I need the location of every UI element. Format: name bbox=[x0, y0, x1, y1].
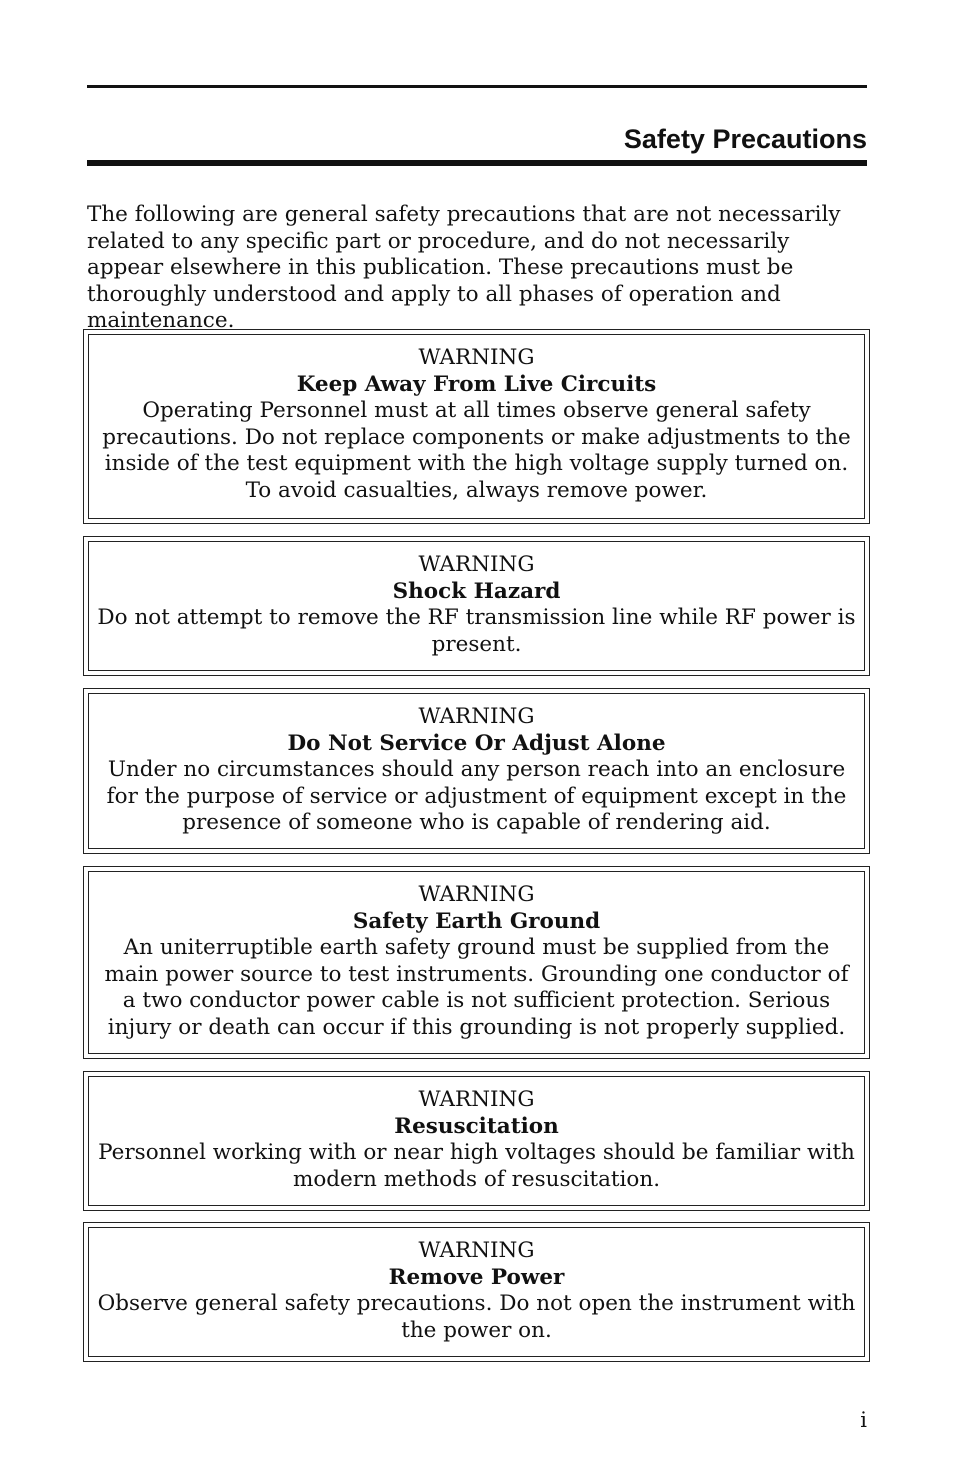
warning-label: WARNING bbox=[418, 1087, 535, 1112]
warning-inner bbox=[88, 1076, 865, 1206]
warning-box-remove-power bbox=[83, 1222, 870, 1362]
page-number: i bbox=[860, 1408, 867, 1432]
warning-body: Observe general safety precautions. Do not open the instrument with the power on. bbox=[97, 1291, 856, 1343]
warning-inner bbox=[88, 693, 865, 849]
warning-inner bbox=[88, 1227, 865, 1357]
warning-box-shock-hazard bbox=[83, 536, 870, 676]
warning-inner bbox=[88, 871, 865, 1054]
warning-box-earth-ground bbox=[83, 866, 870, 1059]
warning-label: WARNING bbox=[418, 704, 535, 729]
warning-body: Under no circumstances should any person reach into an enclosure for the purpose of service or adjustment of equipment except in the presence of someone who is capable of rendering aid. bbox=[106, 757, 847, 835]
warning-heading: Keep Away From Live Circuits bbox=[296, 371, 657, 397]
warning-body: Operating Personnel must at all times observe general safety precautions. Do not replace components or make adjustments to the inside of the test equipment with the high voltage supply turned on. To avoid casualties, always remove power. bbox=[102, 398, 851, 503]
title-rule bbox=[87, 160, 867, 166]
warning-label: WARNING bbox=[418, 345, 535, 370]
warning-body: Do not attempt to remove the RF transmission line while RF power is present. bbox=[97, 605, 856, 657]
warning-heading: Do Not Service Or Adjust Alone bbox=[287, 730, 666, 756]
intro-paragraph: The following are general safety precautions that are not necessarily related to any specific part or procedure, and do not necessarily appear elsewhere in this publication. These precautions must be thoroughly understood and apply to all phases of operation and maintenance. bbox=[87, 202, 841, 333]
warning-box-live-circuits bbox=[83, 329, 870, 524]
top-rule bbox=[87, 85, 867, 88]
warning-heading: Shock Hazard bbox=[392, 578, 561, 604]
page-title: Safety Precautions bbox=[623, 124, 867, 154]
warning-label: WARNING bbox=[418, 1238, 535, 1263]
warning-body: Personnel working with or near high voltages should be familiar with modern methods of resuscitation. bbox=[98, 1140, 855, 1192]
warning-inner bbox=[88, 334, 865, 519]
warning-inner bbox=[88, 541, 865, 671]
warning-label: WARNING bbox=[418, 552, 535, 577]
warning-heading: Resuscitation bbox=[394, 1113, 559, 1139]
warning-heading: Safety Earth Ground bbox=[352, 908, 601, 934]
warning-body: An uniterruptible earth safety ground must be supplied from the main power source to test instruments. Grounding one conductor of a two conductor power cable is not sufficient protection. Serious injury or death can occur if this grounding is not properly supplied. bbox=[104, 935, 849, 1040]
warning-box-service-alone bbox=[83, 688, 870, 854]
warning-box-resuscitation bbox=[83, 1071, 870, 1211]
warning-label: WARNING bbox=[418, 882, 535, 907]
warning-heading: Remove Power bbox=[388, 1264, 565, 1290]
